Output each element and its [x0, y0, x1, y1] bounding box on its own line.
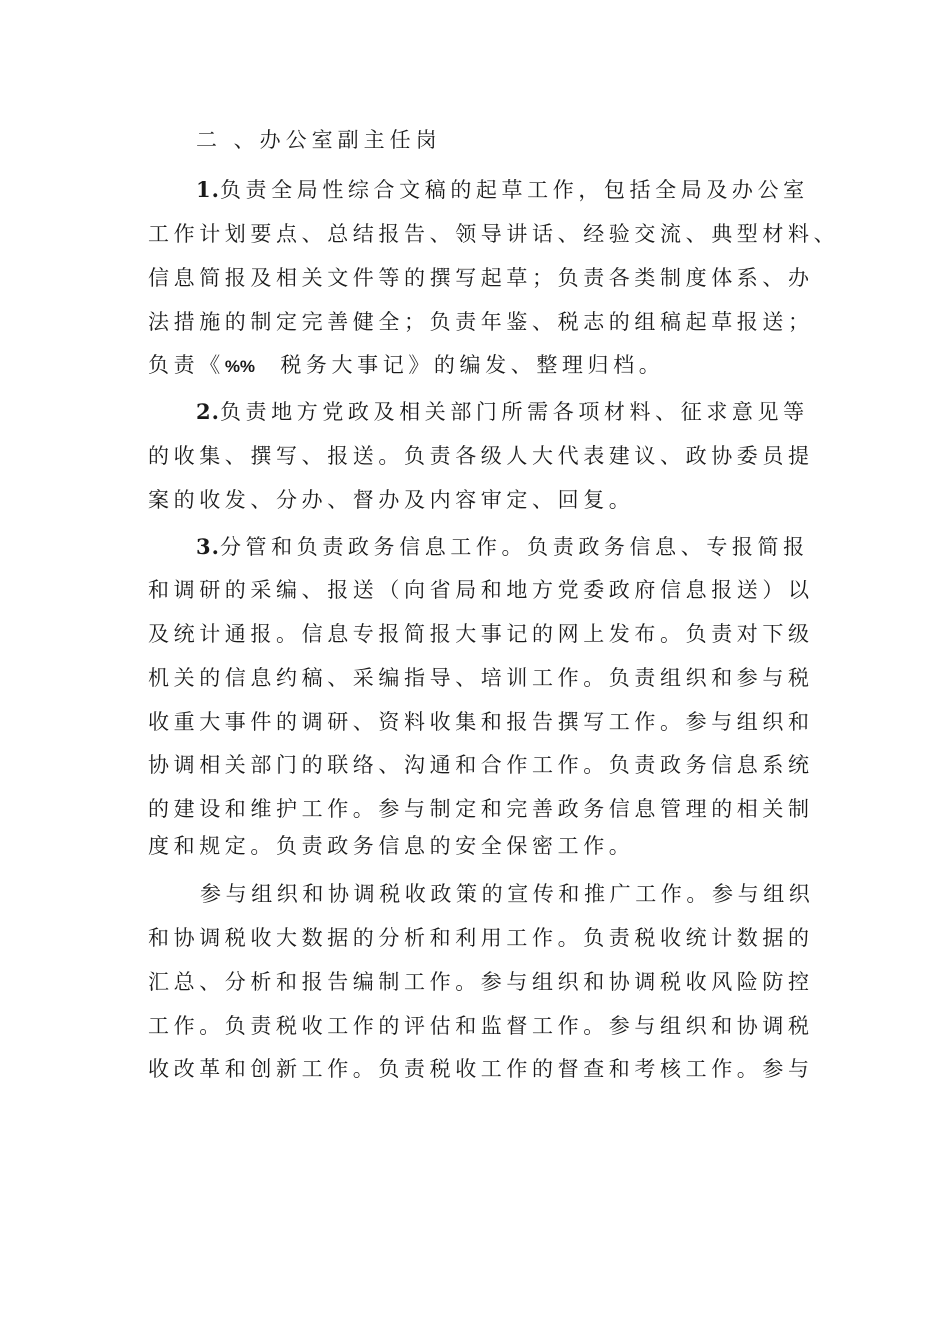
paragraph-1-line-3: 信息简报及相关文件等的撰写起草；负责各类制度体系、办	[148, 266, 814, 290]
paragraph-4-line-1: 参与组织和协调税收政策的宣传和推广工作。参与组织	[200, 882, 815, 906]
paragraph-1-number: 1.	[196, 177, 220, 202]
paragraph-1-line-5: 负责《%% 税务大事记》的编发、整理归档。	[148, 353, 665, 377]
paragraph-4-line-4: 工作。负责税收工作的评估和监督工作。参与组织和协调税	[148, 1014, 814, 1038]
paragraph-2-line-3: 案的收发、分办、督办及内容审定、回复。	[148, 488, 635, 512]
paragraph-3-line-1: 3.分管和负责政务信息工作。负责政务信息、专报简报	[196, 534, 809, 559]
paragraph-3-line-2: 和调研的采编、报送（向省局和地方党委政府信息报送）以	[148, 578, 814, 602]
paragraph-1-line-2: 工作计划要点、总结报告、领导讲话、经验交流、典型材料、	[148, 222, 840, 246]
paragraph-3-line-7: 的建设和维护工作。参与制定和完善政务信息管理的相关制	[148, 797, 814, 821]
paragraph-3-line-4: 机关的信息约稿、采编指导、培训工作。负责组织和参与税	[148, 666, 814, 690]
paragraph-3-line-5: 收重大事件的调研、资料收集和报告撰写工作。参与组织和	[148, 710, 814, 734]
redacted-mark: %%	[224, 357, 256, 376]
paragraph-2-line-1: 2.负责地方党政及相关部门所需各项材料、征求意见等	[196, 399, 809, 424]
paragraph-4-line-2: 和协调税收大数据的分析和利用工作。负责税收统计数据的	[148, 926, 814, 950]
paragraph-4-line-3: 汇总、分析和报告编制工作。参与组织和协调税收风险防控	[148, 970, 814, 994]
paragraph-3-line-8: 度和规定。负责政务信息的安全保密工作。	[148, 834, 635, 858]
paragraph-2-line-2: 的收集、撰写、报送。负责各级人大代表建议、政协委员提	[148, 444, 814, 468]
paragraph-1-line-4: 法措施的制定完善健全；负责年鉴、税志的组稿起草报送；	[148, 310, 814, 334]
paragraph-4-line-5: 收改革和创新工作。负责税收工作的督查和考核工作。参与	[148, 1057, 814, 1081]
paragraph-3-number: 3.	[196, 534, 220, 559]
paragraph-2-number: 2.	[196, 399, 220, 424]
paragraph-1-line-1: 1.负责全局性综合文稿的起草工作，包括全局及办公室	[196, 177, 809, 202]
paragraph-3-line-3: 及统计通报。信息专报简报大事记的网上发布。负责对下级	[148, 622, 814, 646]
paragraph-3-line-6: 协调相关部门的联络、沟通和合作工作。负责政务信息系统	[148, 753, 814, 777]
section-heading: 二 、办公室副主任岗	[196, 128, 442, 152]
